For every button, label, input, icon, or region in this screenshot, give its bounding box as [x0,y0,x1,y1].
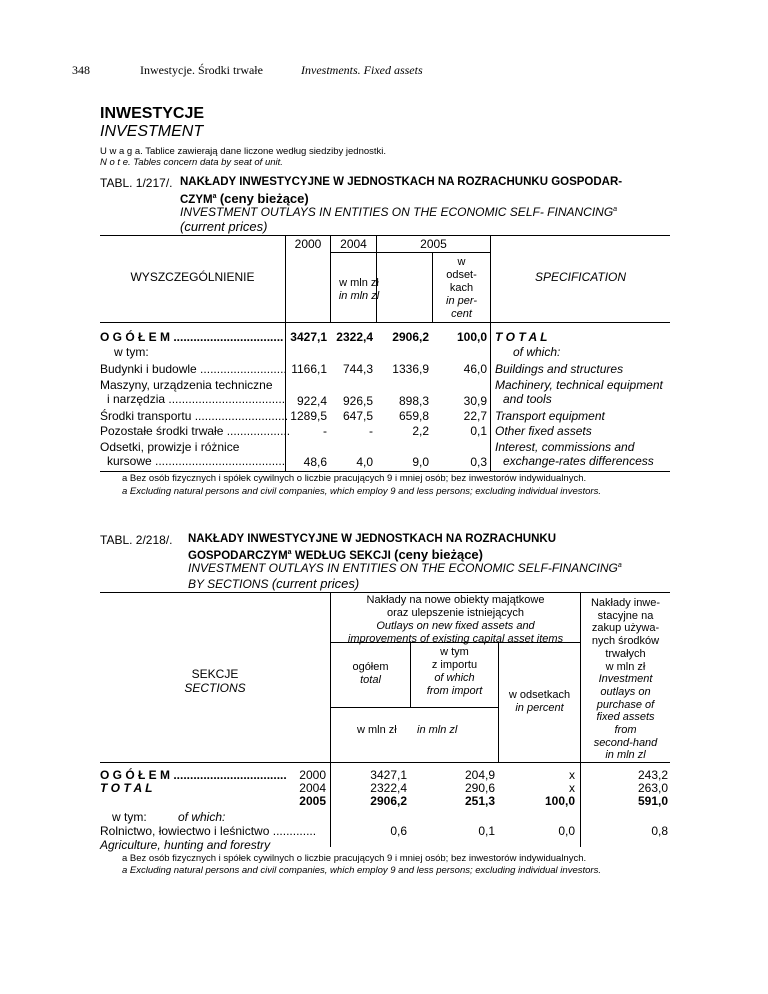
table2-header-total-en: total [360,674,381,686]
table1-footnote-pl: a Bez osób fizycznych i spółek cywilnych o liczbie pracujących 9 i mniej osób; bez inwestorów indywidualnych. [122,473,587,484]
table1-header-unit-pl: w mln zł [339,277,379,289]
table2-of-which-pl: w tym: [112,810,147,824]
chapter-title-en: INVESTMENT [100,123,204,140]
table1-title-line1: NAKŁADY INWESTYCYJNE W JEDNOSTKACH NA ROZRACHUNKU GOSPODAR- [180,176,623,188]
table1-title-en-line1: INVESTMENT OUTLAYS IN ENTITIES ON THE ECONOMIC SELF- FINANCING$^a$ [180,205,618,219]
table1-cell: 922,4 [296,394,327,408]
table1-header-spec-en: SPECIFICATION [534,270,627,284]
table1-top-rule [100,235,670,236]
table1-row-label-pl: Środki transportu ............................ [100,409,289,423]
table1-cell: 0,3 [470,455,487,469]
table1-row-label-pl-cont: i narzędzia ................................... [107,392,286,406]
table2-cell-import: 204,9 [464,768,495,782]
table1-row-label-pl: Pozostałe środki trwałe ................... [100,424,291,438]
table2-cell-secondhand: 243,2 [637,768,668,782]
table1-row-label-pl: Maszyny, urządzenia techniczne [100,378,273,392]
running-header-pl: Inwestycje. Środki trwałe [140,63,263,77]
table1-row-label-en: Buildings and structures [495,362,624,376]
table1-cell: 48,6 [303,455,327,469]
table2-cell-percent: x [569,768,575,782]
table2-header-new-objects: Nakłady na nowe obiekty majątkowe oraz ulepszenie istniejących Outlays on new fixed assets and improvements of existing capital asset items [347,594,564,645]
table2-header-unit-en: in mln zl [417,724,458,736]
table1-cell: 2,2 [412,424,429,438]
table1-cell: 1166,1 [291,362,327,376]
table2-row-label-en: Agriculture, hunting and forestry [100,838,271,852]
table1-title-en-line2: (current prices) [180,219,268,234]
table1-row-label-en-cont: and tools [503,392,552,406]
table1-row-label-pl: Budynki i budowle .......................... [100,362,287,376]
table2-of-which-en: of which: [178,810,226,824]
table1-bottom-rule [100,471,670,472]
table2-title-line1: NAKŁADY INWESTYCYJNE W JEDNOSTKACH NA ROZRACHUNKU [188,533,557,545]
table2-cell-total: 2322,4 [370,781,407,795]
table1-cell: 898,3 [398,394,429,408]
table1-header-percent: w odset- kach in per- cent [446,256,477,320]
table2-number: TABL. 2/218/. [100,533,173,547]
table1-cell: 659,8 [398,409,429,423]
table2-title-line2: GOSPODARCZYM$^a$ WEDŁUG SEKCJI (ceny bieżące) [188,547,483,562]
table1-number: TABL. 1/217/. [100,176,173,190]
table2-cell-percent: x [569,781,575,795]
table1-row-label-en: Transport equipment [495,409,605,423]
table1-header-2000: 2000 [294,237,322,251]
table1-header-rule [100,322,670,323]
table2-cell-percent: 100,0 [544,794,575,808]
table2-header-rule [100,762,670,763]
table1-cell: 9,0 [412,455,429,469]
table2-cell-secondhand: 591,0 [637,794,668,808]
table1-cell: 926,5 [342,394,373,408]
table2-header-import: w tym z importu of which from import [426,646,483,697]
table1-header-2005: 2005 [420,237,447,251]
table2-row-label-pl: Rolnictwo, łowiectwo i leśnictwo ............. [100,824,317,838]
table2-cell-total: 2906,2 [370,794,407,808]
table2-title-en-line1: INVESTMENT OUTLAYS IN ENTITIES ON THE ECONOMIC SELF-FINANCING$^a$ [188,561,622,575]
table2-top-rule [100,592,670,593]
table1-row-label-pl: w tym: [114,345,149,359]
table2-cell-secondhand: 0,8 [651,824,668,838]
table1-cell: - [323,424,327,438]
table1-cell: 46,0 [463,362,487,376]
table2-unit-rule [330,707,498,708]
table1-row-label-en: T O T A L [495,330,548,344]
table2-cell-import: 0,1 [478,824,495,838]
table2-header-sections-en: SECTIONS [184,681,246,695]
chapter-title-pl: INWESTYCJE [100,105,205,122]
table1-row-label-pl: Odsetki, prowizje i różnice [100,440,240,454]
table2-title-en-line2: BY SECTIONS (current prices) [188,576,360,591]
page-number: 348 [72,63,90,77]
table1-cell: 647,5 [342,409,373,423]
table1-row-label-en-cont: exchange-rates differencess [503,454,654,468]
table2-cell-percent: 0,0 [558,824,575,838]
table1-title-line2: CZYM$^a$ (ceny bieżące) [180,191,309,206]
table2-header-secondhand: Nakłady inwe- stacyjne na zakup używa- nych środków trwałych w mln zł Investment outlays on purchase of fixed assets from second-hand in mln zl [590,597,661,762]
table2-footnote-en: a Excluding natural persons and civil companies, which employ 9 and less persons; excluding individual investors. [122,865,601,876]
table2-total-label-en: T O T A L [100,781,153,795]
table2-cell-import: 251,3 [464,794,495,808]
table2-year: 2004 [299,781,326,795]
table2-total-label-pl: O G Ó Ł E M .................................. [100,768,287,782]
table1-cell: 2906,2 [392,330,429,344]
table1-cell: 30,9 [463,394,487,408]
table1-row-label-pl: O G Ó Ł E M ................................. [100,330,284,344]
table2-year: 2005 [299,794,326,808]
table1-cell: 3427,1 [290,330,327,344]
table2-header-unit-pl: w mln zł [357,724,397,736]
table2-header-sections-pl: SEKCJE [191,667,239,681]
running-header-en: Investments. Fixed assets [301,63,423,77]
table1-row-label-en: Interest, commissions and [495,440,635,454]
table2-cell-secondhand: 263,0 [637,781,668,795]
table1-cell: 1336,9 [392,362,429,376]
table1-header-spec-pl: WYSZCZEGÓLNIENIE [130,270,255,284]
table2-header-total-pl: ogółem [352,661,389,673]
table1-cell: 1289,5 [290,409,327,423]
table1-row-label-en: Other fixed assets [495,424,592,438]
table1-row-label-en: Machinery, technical equipment [495,378,663,392]
table2-year: 2000 [299,768,326,782]
table2-header-percent-en: in percent [515,702,564,714]
table1-row-label-pl-cont: kursowe ....................................... [107,454,286,468]
table2-cell-import: 290,6 [464,781,495,795]
table2-cell-total: 3427,1 [370,768,407,782]
chapter-note-pl: U w a g a. Tablice zawierają dane liczone według siedziby jednostki. [100,146,387,157]
table1-cell: 2322,4 [336,330,373,344]
table1-footnote-en: a Excluding natural persons and civil companies, which employ 9 and less persons; excluding individual investors. [122,486,601,497]
table1-cell: 22,7 [463,409,487,423]
table1-row-label-en: of which: [513,345,561,359]
table1-cell: 744,3 [342,362,373,376]
table1-header-unit-en: in mln zl [338,290,380,302]
chapter-note-en: N o t e. Tables concern data by seat of unit. [100,157,283,168]
table1-cell: 100,0 [456,330,487,344]
table1-cell: 4,0 [356,455,373,469]
table2-cell-total: 0,6 [390,824,407,838]
table1-header-2004: 2004 [340,237,367,251]
table1-cell: - [369,424,373,438]
table2-header-percent-pl: w odsetkach [508,689,571,701]
table1-cell: 0,1 [470,424,487,438]
table2-footnote-pl: a Bez osób fizycznych i spółek cywilnych o liczbie pracujących 9 i mniej osób; bez inwestorów indywidualnych. [122,853,587,864]
table1-year-rule [330,252,490,253]
